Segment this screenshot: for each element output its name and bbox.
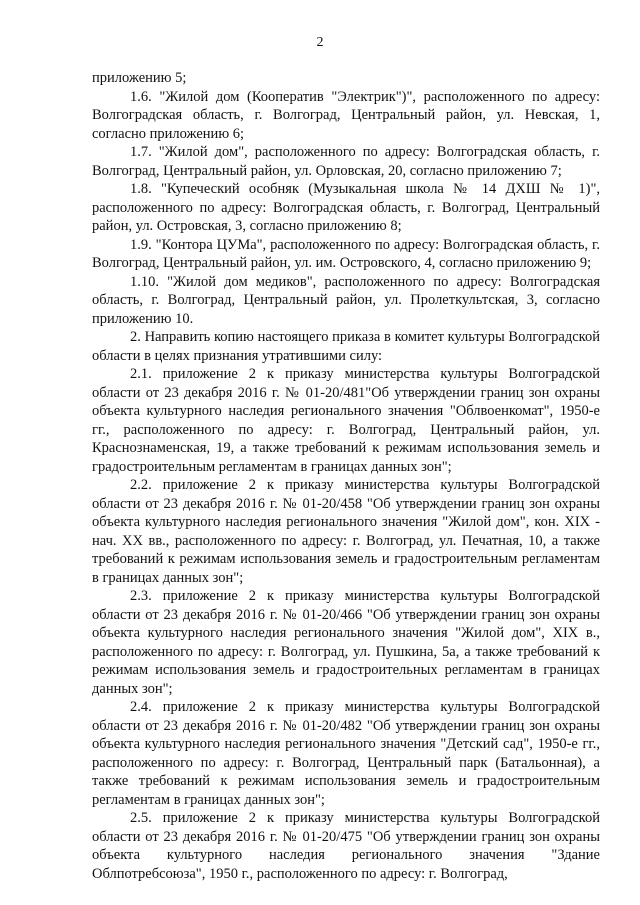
paragraph: 1.9. "Контора ЦУМа", расположенного по адресу: Волгоградская область, г. Волгоград, Центральный район, ул. им. Островского, 4, согласно приложению 9; xyxy=(92,236,600,271)
paragraph: приложению 5; xyxy=(92,70,187,86)
paragraph: 1.7. "Жилой дом", расположенного по адресу: Волгоградская область, г. Волгоград, Центральный район, ул. Орловская, 20, согласно приложению 7; xyxy=(92,144,600,179)
paragraph: 2. Направить копию настоящего приказа в комитет культуры Волгоградской области в целях признания утратившими силу: xyxy=(92,329,600,364)
paragraph: 2.5. приложение 2 к приказу министерства культуры Волгоградской области от 23 декабря 2016 г. № 01-20/475 "Об утверждении границ зон охраны объекта культурного наследия регионального значения "Здание Облпотребсоюза", 1950 г., расположенного по адресу: г. Волгоград, xyxy=(92,810,600,882)
paragraph: 1.8. "Купеческий особняк (Музыкальная школа № 14 ДХШ № 1)", расположенного по адресу: Волгоградская область, г. Волгоград, Центральный район, ул. Островская, 3, согласно приложению 8; xyxy=(92,181,600,234)
page-number: 2 xyxy=(316,35,324,50)
paragraph: 1.10. "Жилой дом медиков", расположенного по адресу: Волгоградская область, г. Волгоград, Центральный район, ул. Пролеткультская, 3, согласно приложению 10. xyxy=(92,273,600,327)
document-body xyxy=(92,69,600,883)
paragraph: 2.3. приложение 2 к приказу министерства культуры Волгоградской области от 23 декабря 2016 г. № 01-20/466 "Об утверждении границ зон охраны объекта культурного наследия регионального значения "Жилой дом", XIX в., расположенного по адресу: г. Волгоград, ул. Пушкина, 5а, а также требований к режимам использования земель и градостроительных регламентам в границах данных зон"; xyxy=(92,588,600,697)
paragraph: 2.4. приложение 2 к приказу министерства культуры Волгоградской области от 23 декабря 2016 г. № 01-20/482 "Об утверждении границ зон охраны объекта культурного наследия регионального значения "Детский сад", 1950-е гг., расположенного по адресу: г. Волгоград, Центральный парк (Батальонная), а также требований к режимам использования земель и градостроительным регламентам в границах данных зон"; xyxy=(92,699,600,808)
paragraph: 1.6. "Жилой дом (Кооператив "Электрик")", расположенного по адресу: Волгоградская область, г. Волгоград, Центральный район, ул. Невская, 1, согласно приложению 6; xyxy=(92,88,600,142)
paragraph: 2.1. приложение 2 к приказу министерства культуры Волгоградской области от 23 декабря 2016 г. № 01-20/481"Об утверждении границ зон охраны объекта культурного наследия регионального значения "Облвоенкомат", 1950-е гг., расположенного по адресу: г. Волгоград, Центральный район, ул. Краснознаменская, 19, а также требований к режимам использования земель и градостроительным регламентам в границах данных зон"; xyxy=(92,366,600,475)
paragraph: 2.2. приложение 2 к приказу министерства культуры Волгоградской области от 23 декабря 2016 г. № 01-20/458 "Об утверждении границ зон охраны объекта культурного наследия регионального значения "Жилой дом", кон. XIX - нач. XX вв., расположенного по адресу: г. Волгоград, ул. Печатная, 10, а также требований к режимам использования земель и градостроительным регламентам в границах данных зон"; xyxy=(92,477,600,586)
